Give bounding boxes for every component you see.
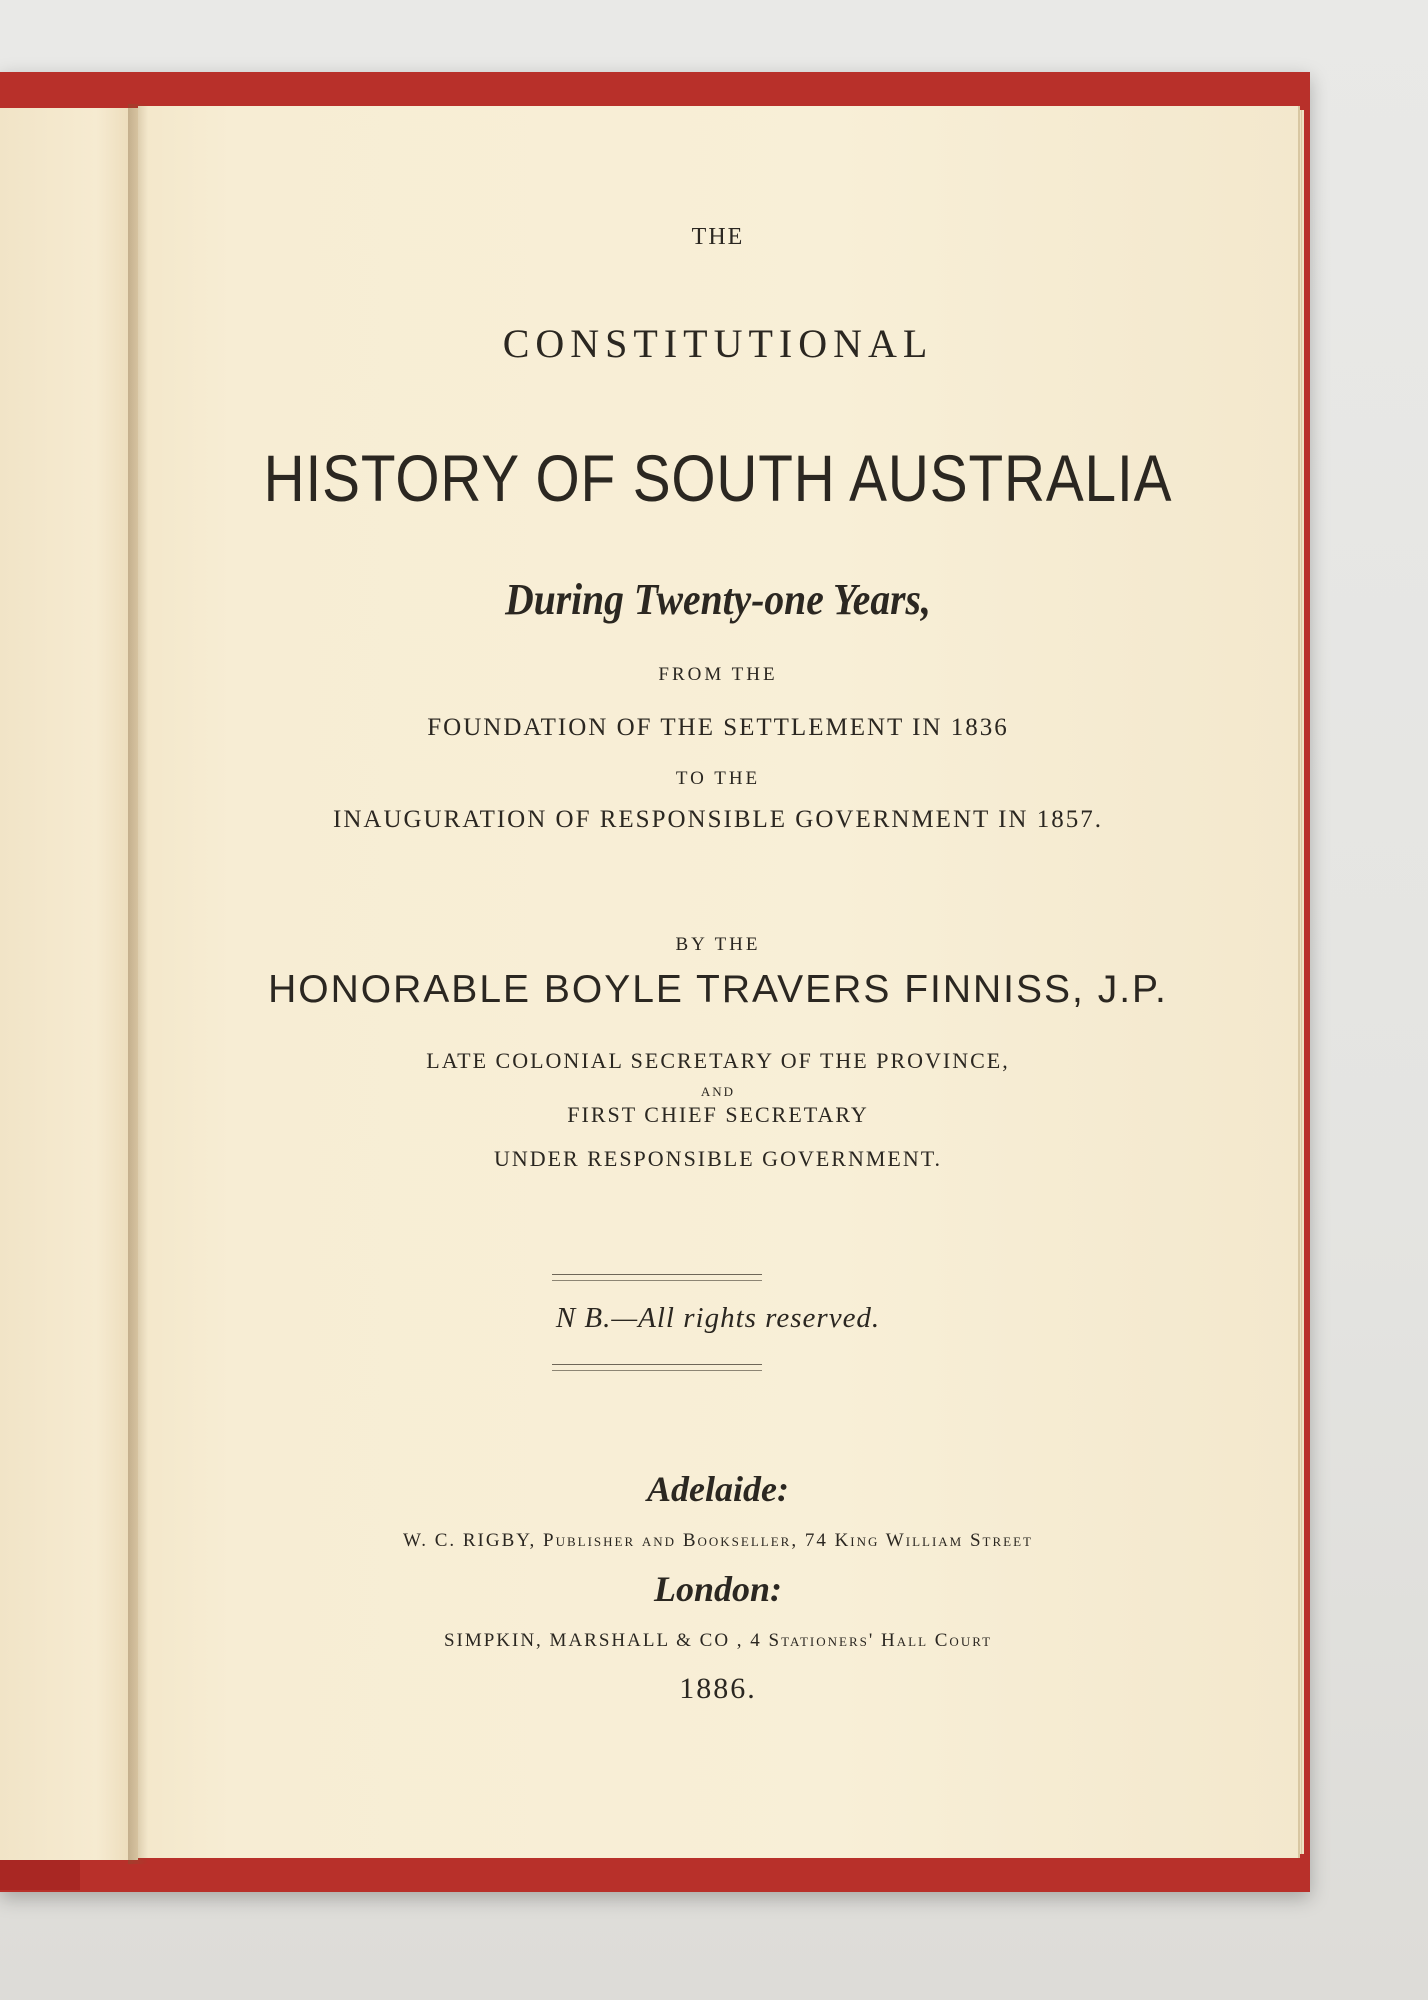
rights-notice: N B.—All rights reserved. [555, 1302, 881, 1334]
imprint-london: London: [653, 1569, 783, 1609]
author-credential-1: LATE COLONIAL SECRETARY OF THE PROVINCE, [426, 1048, 1010, 1073]
inauguration-line: INAUGURATION OF RESPONSIBLE GOVERNMENT IN 1857. [333, 806, 1103, 833]
imprint-simpkin: SIMPKIN, MARSHALL & CO , 4 Stationers' Hall Court [443, 1630, 993, 1651]
to-the: TO THE [675, 768, 761, 789]
blank-left-page [0, 108, 138, 1860]
rule-top [552, 1274, 762, 1275]
main-title: HISTORY OF SOUTH AUSTRALIA [263, 441, 1173, 515]
by-the: BY THE [675, 934, 761, 955]
imprint-adelaide: Adelaide: [647, 1469, 789, 1509]
title-constitutional: CONSTITUTIONAL [502, 321, 934, 366]
title-page [138, 106, 1300, 1858]
imprint-rigby: W. C. RIGBY, Publisher and Bookseller, 74 King William Street [403, 1530, 1033, 1551]
author-credential-3: UNDER RESPONSIBLE GOVERNMENT. [493, 1146, 943, 1171]
rule-bottom [552, 1364, 762, 1365]
rule-top-double [552, 1280, 762, 1281]
and-word: AND [700, 1084, 736, 1099]
title-the: THE [691, 224, 745, 250]
rule-bottom-double [552, 1370, 762, 1371]
publication-year: 1886. [679, 1672, 757, 1705]
from-the: FROM THE [658, 664, 778, 685]
author-credential-2: FIRST CHIEF SECRETARY [567, 1102, 869, 1127]
book-gutter [128, 104, 148, 1864]
foundation-line: FOUNDATION OF THE SETTLEMENT IN 1836 [427, 714, 1009, 741]
author-name: HONORABLE BOYLE TRAVERS FINNISS, J.P. [268, 968, 1168, 1011]
blackletter-subtitle: During Twenty-one Years, [505, 575, 931, 624]
